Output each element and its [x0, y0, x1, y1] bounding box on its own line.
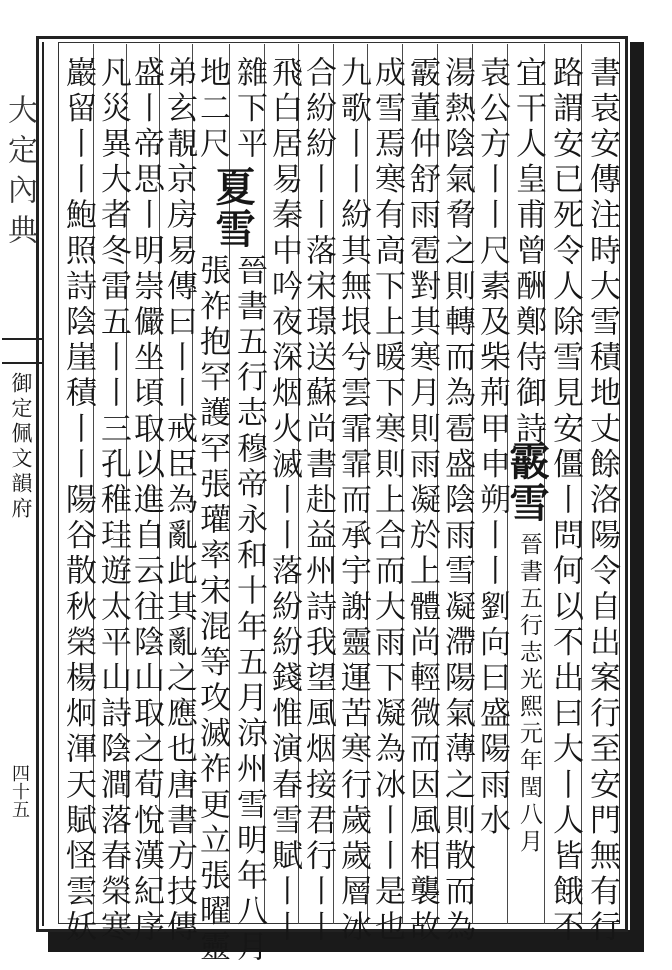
text-column-3-upper: 宜干人皇甫曾酬鄭侍御詩 — [510, 56, 546, 448]
text-column-4: 袁公方丨丨尺素及柴荊甲申朔丨丨劉向曰盛陽雨水 — [474, 56, 510, 840]
text-column-8: 九歌丨丨紛其無垠兮雲霏霏而承宇謝靈運苦寒行歲歲層冰 — [335, 56, 371, 946]
text-column-7: 成雪焉寒有高下上暖下寒則上合而大雨下凝為冰丨丨是也 — [369, 56, 405, 946]
gutter-margin — [0, 42, 44, 926]
fishtail-mark — [2, 338, 42, 364]
text-column-11-lower: 晉書五行志穆帝永和十年五月涼州雪明年八月 — [231, 254, 267, 966]
text-column-12-upper: 地二尺 — [194, 56, 230, 163]
text-column-9: 合紛紛丨丨落宋璟送蘇尚書赴益州詩我望風烟接君行丨丨 — [300, 56, 336, 946]
book-title: 御定佩文韻府 — [9, 372, 33, 522]
page-number: 四十五 — [9, 764, 30, 818]
text-column-10: 飛白居易秦中吟夜深烟火滅丨丨落紛紛錢惟演春雪賦丨丨 — [266, 56, 302, 946]
text-column-12-lower: 張祚抱罕護罕張瓘率宋混等攻滅祚更立張曜靈 — [194, 254, 230, 966]
text-column-13: 弟玄靚京房易傳曰丨丨戒臣為亂此其亂之應也唐書方技傳 — [161, 56, 197, 946]
text-column-11-upper: 雜下平 — [231, 56, 267, 163]
entry-heading-xian-xue: 霰雪 — [503, 440, 550, 524]
text-column-16: 巖留丨丨鮑照詩陰崖積丨丨陽谷散秋榮楊炯渾天賦怪雲妖 — [60, 56, 96, 946]
gutter-top-text: 大定內典 — [2, 94, 37, 254]
text-column-14: 盛丨帝思丨明崇儼坐頃取以進自云往陰山取之荀悅漢紀序 — [128, 56, 164, 946]
text-column-6: 霰董仲舒雨雹對其寒月則雨凝於上體尚輕微而因風相襲故 — [404, 56, 440, 946]
page-edge-shadow — [630, 42, 644, 952]
text-column-3-note: 晉書五行志光熙元年閏八月 — [516, 532, 542, 856]
text-column-15: 凡災異大者冬雷五丨丨三孔稚珪遊太平山詩陰澗落春榮寒 — [95, 56, 131, 946]
text-column-2: 路謂安已死令人除雪見安僵丨問何以不出曰大丨人皆餓不 — [547, 56, 583, 946]
text-column-5: 湯熱陰氣脅之則轉而為雹盛陰雨雪凝滯陽氣薄之則散而為 — [439, 56, 475, 946]
entry-heading-xia-xue: 夏雪 — [209, 166, 256, 250]
text-column-1: 書袁安傳注時大雪積地丈餘洛陽令自出案行至安門無有行 — [584, 56, 620, 946]
